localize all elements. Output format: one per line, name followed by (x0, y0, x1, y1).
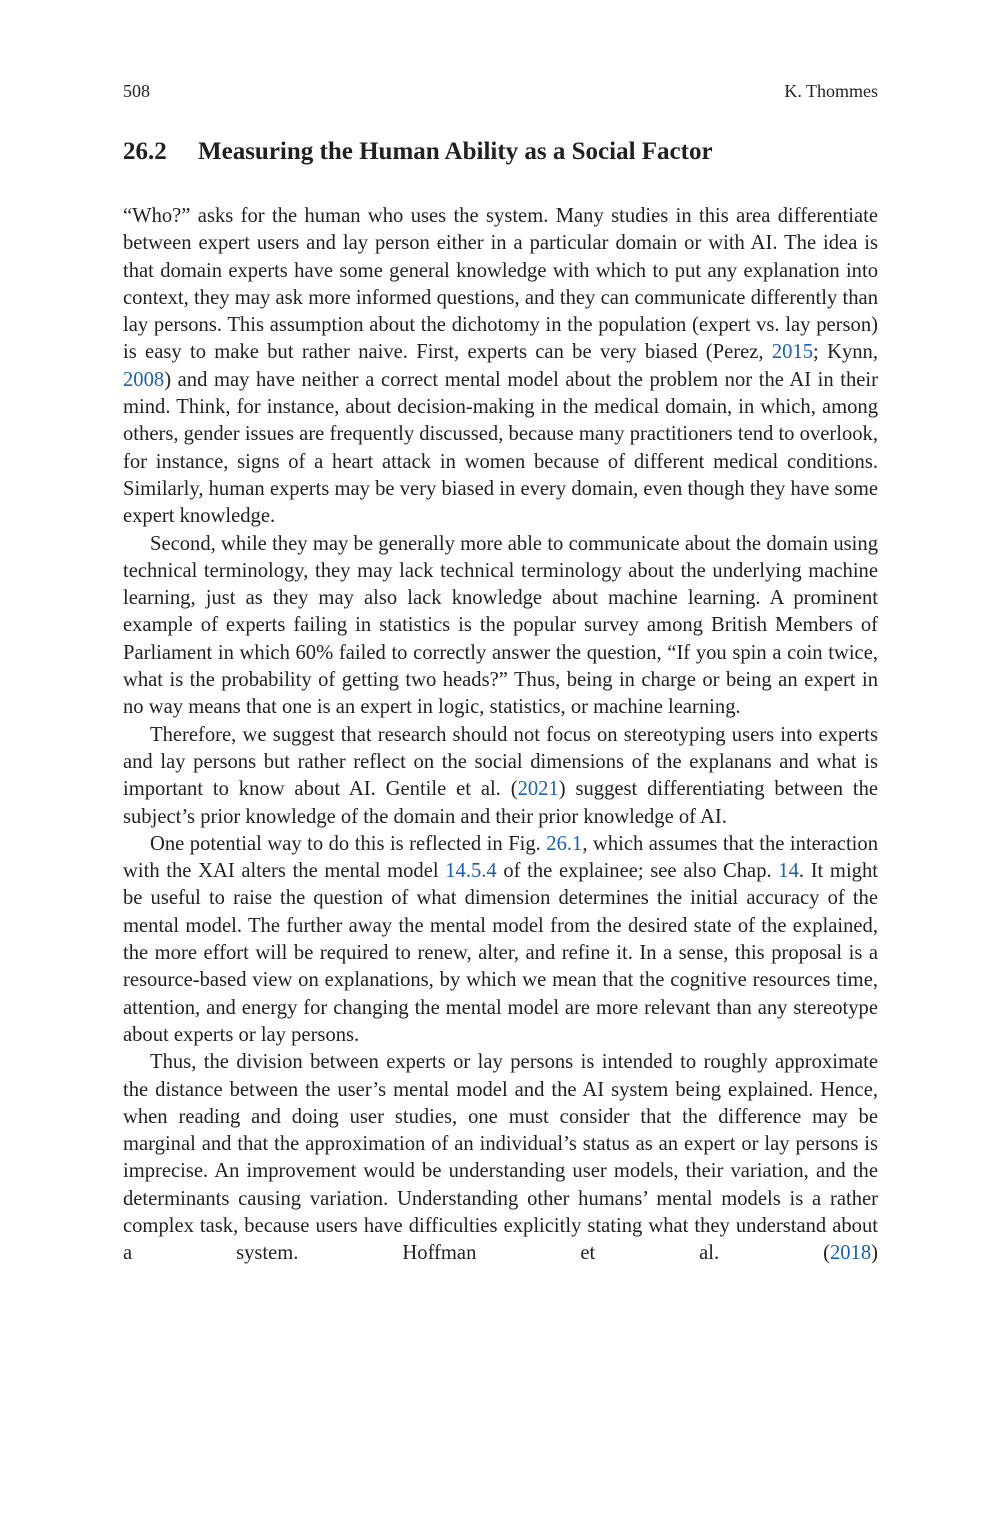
section-heading (123, 137, 878, 167)
paragraph-text: Thus, the division between experts or lay persons is intended to roughly approximate the distance between the user’s mental model and the AI system being explained. Hence, when reading and doing user studies, one must consider that the difference may be marginal and that the approximation of an individual’s status as an expert or lay persons is imprecise. An improvement would be understanding user models, their variation, and the determinants causing variation. Understanding other humans’ mental models is a rather complex task, because users have difficulties explicitly stating what they understand about a system. Hoffman et al. ( (123, 1051, 878, 1265)
citation-link[interactable]: 26.1 (546, 832, 583, 855)
citation-link[interactable]: 2008 (123, 368, 165, 391)
citation-link[interactable]: 2015 (771, 341, 814, 364)
citation-link[interactable]: 2021 (517, 778, 559, 801)
paragraph-text: , which assumes that the interaction with the XAI alters the mental model (123, 832, 878, 883)
paragraph-2 (123, 531, 878, 722)
paragraph-4 (123, 831, 878, 1049)
paragraph-text: ) (871, 1242, 878, 1265)
paragraph-text: ) and may have neither a correct mental model about the problem nor the AI in their mind. Think, for instance, about decision-making in the medical domain, in which, among others, gender issues are frequently discussed, because many practitioners tend to overlook, for instance, signs of a heart attack in women because of different medical conditions. Similarly, human experts may be very biased in every domain, even though they have some expert knowledge. (123, 368, 878, 528)
paragraph-text: ) suggest differentiating between the subject’s prior knowledge of the domain and their prior knowledge of AI. (123, 778, 879, 828)
paragraph-text: “Who?” asks for the human who uses the system. Many studies in this area differentiate between expert users and lay person either in a particular domain or with AI. The idea is that domain experts have some general knowledge with which to put any explanation into context, they may ask more informed questions, and they can communicate differently than lay persons. This assumption about the dichotomy in the population (expert vs. lay person) is easy to make but rather naive. First, experts can be very biased (Perez, (123, 205, 878, 364)
paragraph-text: ; Kynn, (813, 341, 878, 364)
citation-link[interactable]: 2018 (829, 1242, 872, 1265)
section-number: 26.2 (123, 138, 167, 165)
paragraph-3 (123, 722, 878, 831)
paragraph-text: . It might be useful to raise the question of what dimension determines the initial accuracy of the mental model. The further away the mental model from the desired state of the explained, the more effort will be required to renew, alter, and refine it. In a sense, this proposal is a resource-based view on explanations, by which we mean that the cognitive resources time, attention, and energy for changing the mental model are more relevant than any stereotype about experts or lay persons. (123, 860, 878, 1046)
paragraph-text: Therefore, we suggest that research should not focus on stereotyping users into experts and lay persons but rather reflect on the social dimensions of the explanans and what is important to know about AI. Gentile et al. ( (123, 723, 878, 801)
paragraph-5 (123, 1049, 878, 1267)
body-text (123, 203, 878, 1268)
paragraph-1 (123, 203, 878, 531)
citation-link[interactable]: 14 (778, 860, 799, 883)
citation-link[interactable]: 14.5.4 (445, 860, 497, 883)
paragraph-text: One potential way to do this is reflected in Fig. (150, 832, 547, 855)
section-title: Measuring the Human Ability as a Social Factor (198, 138, 713, 165)
paragraph-text: Second, while they may be generally more able to communicate about the domain using technical terminology, they may lack technical terminology about the underlying machine learning, just as they may also lack knowledge about machine learning. A prominent example of experts failing in statistics is the popular survey among British Members of Parliament in which 60% failed to correctly answer the question, “If you spin a coin twice, what is the probability of getting two heads?” Thus, being in charge or being an expert in no way means that one is an expert in logic, statistics, or machine learning. (123, 532, 878, 719)
running-head-author: K. Thommes (784, 81, 878, 101)
page-number: 508 (123, 81, 150, 101)
paragraph-text: of the explainee; see also Chap. (496, 860, 779, 883)
